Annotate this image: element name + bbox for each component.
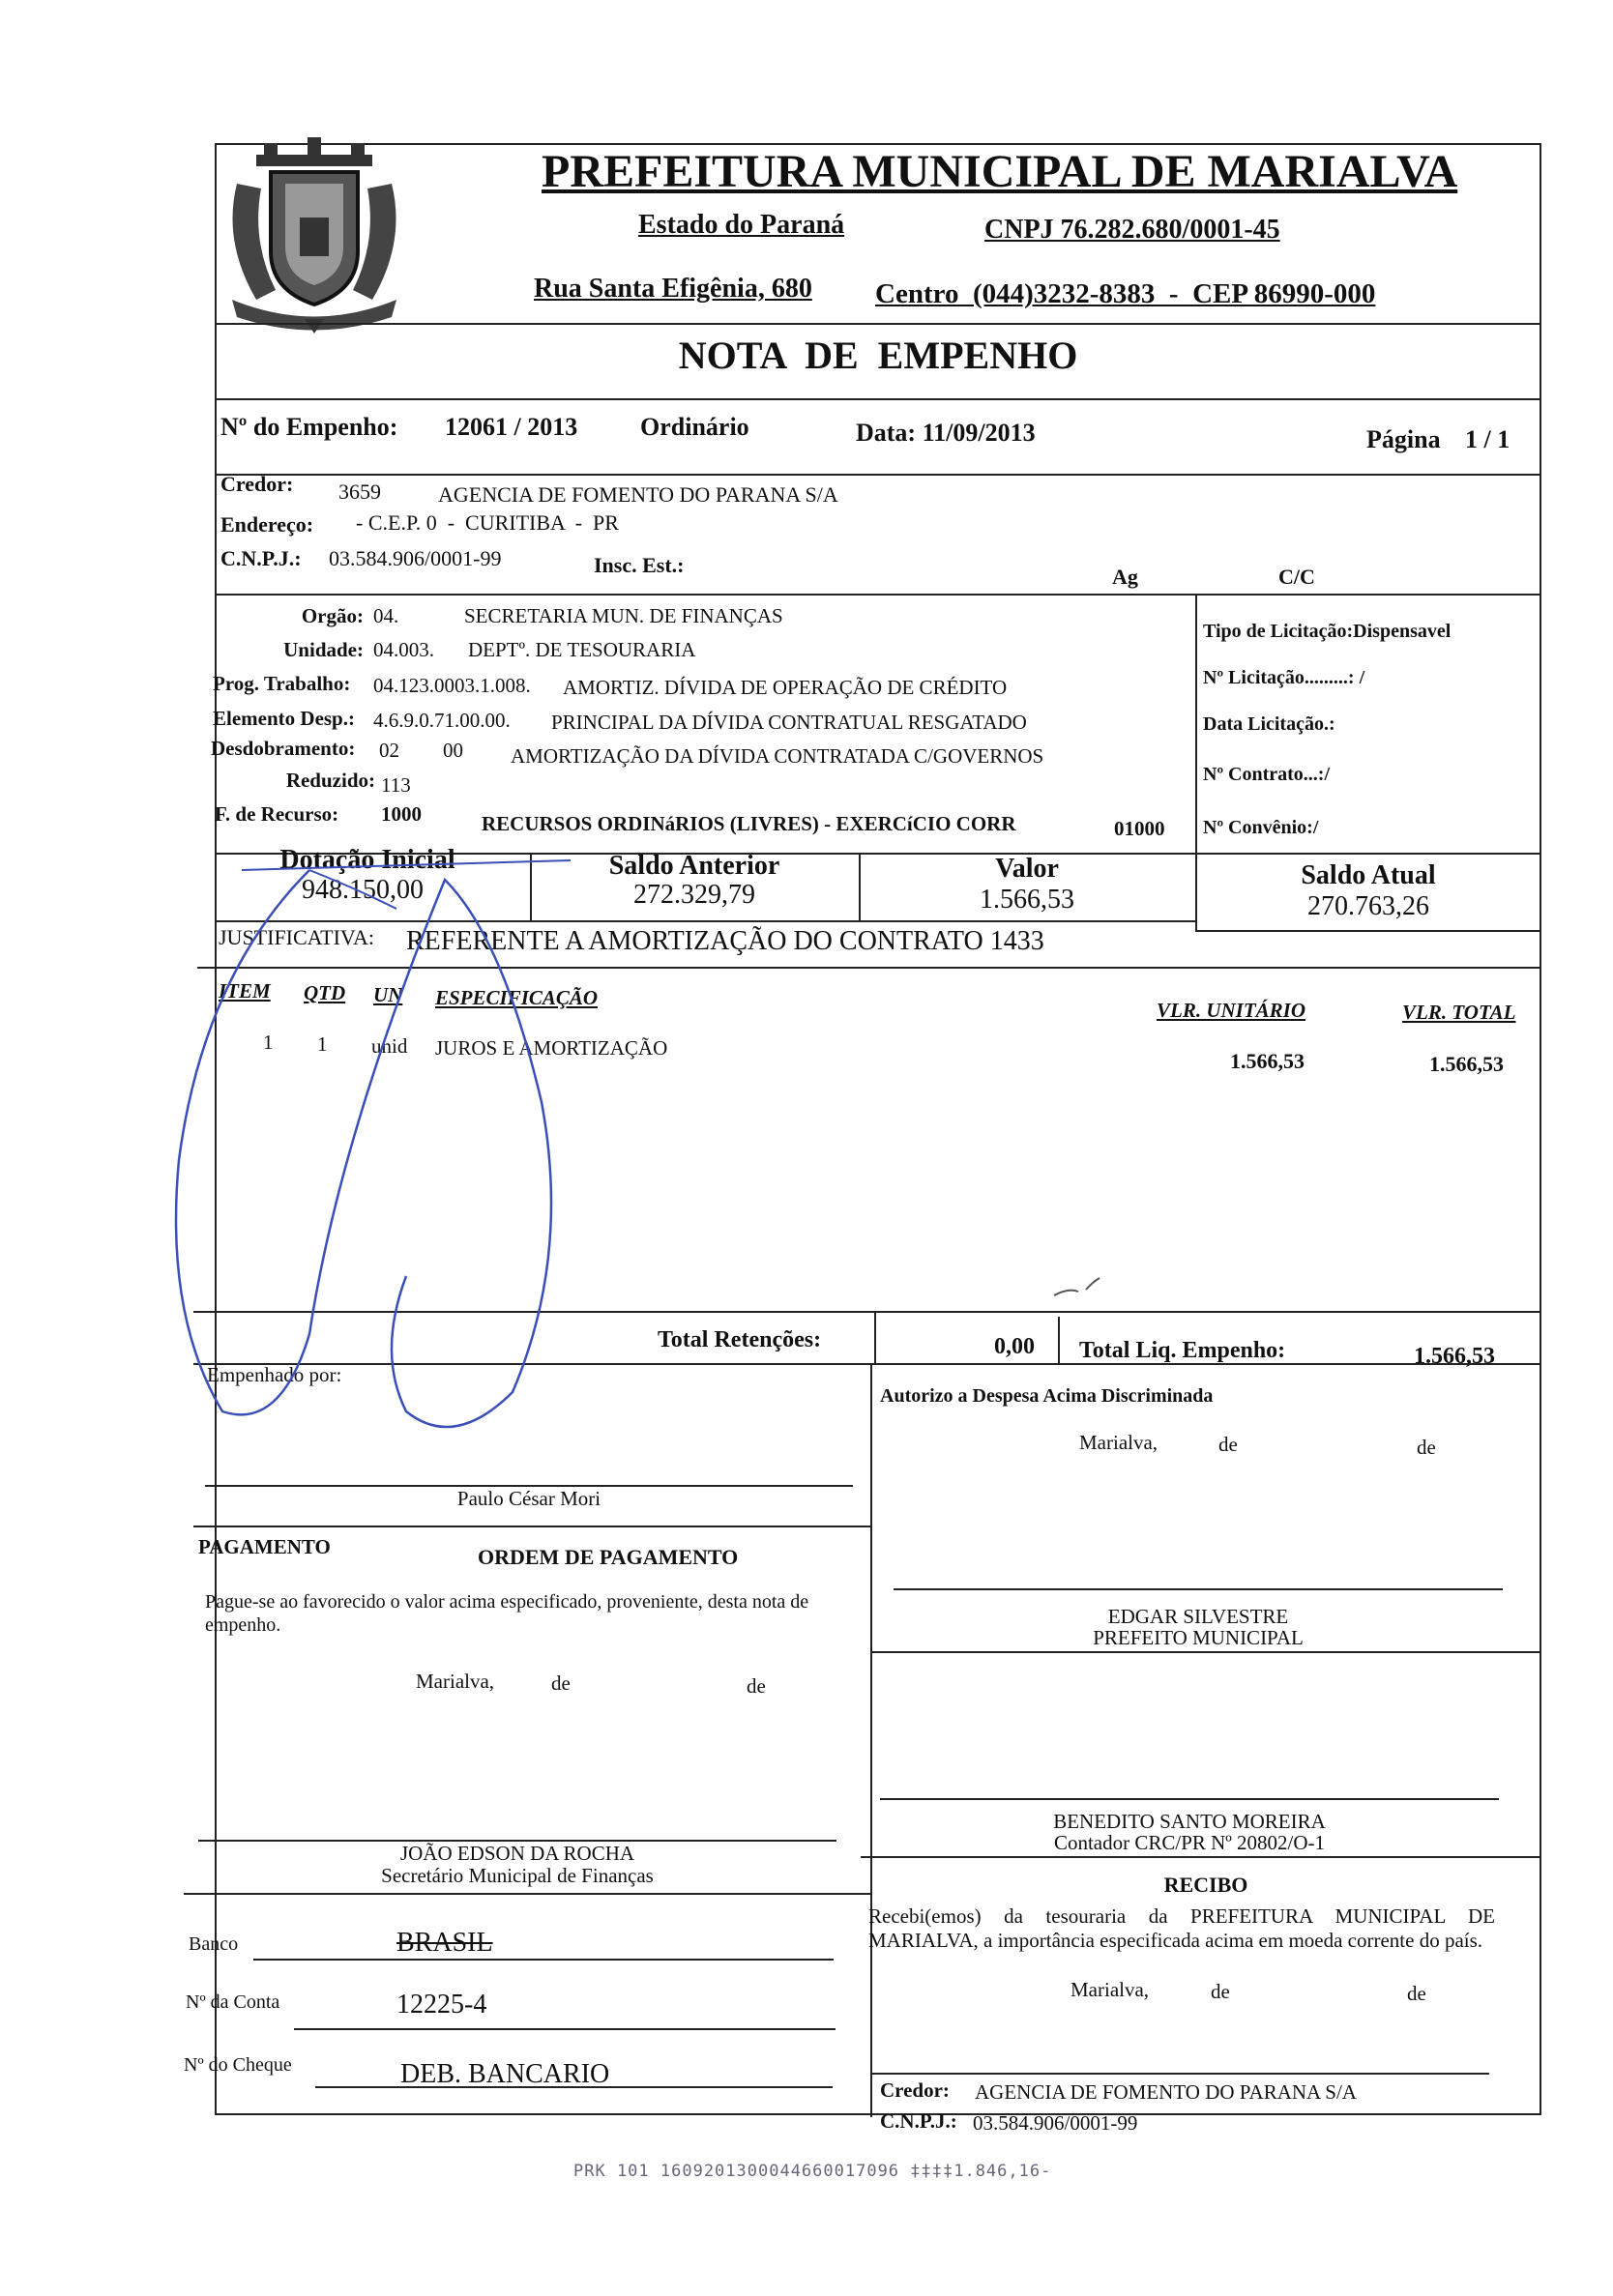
divider bbox=[1195, 930, 1541, 932]
items-header-spec: ESPECIFICAÇÃO bbox=[435, 986, 599, 1009]
saldo-anterior-value: 272.329,79 bbox=[633, 880, 755, 910]
empenho-date: Data: 11/09/2013 bbox=[856, 419, 1036, 447]
item-number: 1 bbox=[263, 1031, 274, 1054]
divider bbox=[870, 1363, 872, 2117]
footer-cnpj-label: C.N.P.J.: bbox=[880, 2109, 957, 2133]
banco-value: BRASIL bbox=[396, 1928, 493, 1958]
empenhado-name: Paulo César Mori bbox=[456, 1487, 601, 1510]
empenho-label: Nº do Empenho: bbox=[220, 413, 398, 441]
divider bbox=[874, 1311, 876, 1363]
page-title: PREFEITURA MUNICIPAL DE MARIALVA bbox=[542, 146, 1458, 197]
prog-value: 04.123.0003.1.008. bbox=[373, 674, 531, 697]
coat-of-arms-icon bbox=[218, 126, 411, 338]
elemento-label: Elemento Desp.: bbox=[213, 707, 355, 730]
signature-line bbox=[880, 1798, 1499, 1800]
endereco-value: - C.E.P. 0 - CURITIBA - PR bbox=[356, 510, 619, 535]
divider bbox=[1058, 1317, 1060, 1363]
recurso-value: 1000 bbox=[381, 802, 422, 826]
conta-label: Nº da Conta bbox=[186, 1991, 280, 2013]
valor-label: Valor bbox=[995, 854, 1059, 884]
prefeito-title: PREFEITO MUNICIPAL bbox=[1093, 1626, 1304, 1649]
retencoes-value: 0,00 bbox=[994, 1334, 1035, 1359]
item-un: unid bbox=[371, 1034, 408, 1058]
recurso-label: F. de Recurso: bbox=[215, 802, 339, 826]
orgao-label: Orgão: bbox=[301, 604, 364, 627]
de-3a: de bbox=[1211, 1980, 1230, 2003]
reduzido-label: Reduzido: bbox=[285, 769, 375, 792]
desdobramento-label: Desdobramento: bbox=[211, 737, 356, 760]
divider bbox=[870, 2073, 1489, 2075]
licitacao-data: Data Licitação.: bbox=[1203, 713, 1335, 735]
recibo-label: RECIBO bbox=[1163, 1873, 1248, 1897]
contact-label: Centro (044)3232-8383 - CEP 86990-000 bbox=[875, 278, 1376, 309]
items-header-unit-value: VLR. UNITÁRIO bbox=[1157, 999, 1306, 1022]
desdobramento-desc: AMORTIZAÇÃO DA DÍVIDA CONTRATADA C/GOVERNOS bbox=[511, 744, 1044, 768]
cheque-label: Nº do Cheque bbox=[184, 2054, 292, 2076]
justificativa-label: JUSTIFICATIVA: bbox=[219, 925, 374, 949]
banco-line bbox=[253, 1959, 834, 1961]
valor-value: 1.566,53 bbox=[980, 885, 1074, 915]
banco-label: Banco bbox=[189, 1933, 239, 1955]
street-label: Rua Santa Efigênia, 680 bbox=[534, 274, 812, 304]
cc-label: C/C bbox=[1278, 565, 1315, 589]
pague-text: Pague-se ao favorecido o valor acima especificado, proveniente, desta nota de empenho. bbox=[205, 1591, 809, 1636]
empenho-type: Ordinário bbox=[640, 413, 749, 441]
footer-credor-name: AGENCIA DE FOMENTO DO PARANA S/A bbox=[975, 2080, 1357, 2104]
credor-name: AGENCIA DE FOMENTO DO PARANA S/A bbox=[438, 482, 838, 507]
ordem-label: ORDEM DE PAGAMENTO bbox=[478, 1545, 739, 1569]
de-2b: de bbox=[747, 1674, 766, 1698]
items-header-item: ITEM bbox=[219, 979, 271, 1003]
divider bbox=[215, 323, 1541, 325]
de-1a: de bbox=[1218, 1433, 1238, 1456]
bank-stamp: PRK 101 1609201300044660017096 ‡‡‡‡1.846,16- bbox=[573, 2162, 1052, 2181]
page-number: 1 / 1 bbox=[1465, 425, 1510, 453]
justificativa-text: REFERENTE A AMORTIZAÇÃO DO CONTRATO 1433 bbox=[406, 926, 1044, 956]
signature-line bbox=[894, 1588, 1503, 1590]
empenho-number: 12061 / 2013 bbox=[445, 413, 578, 441]
secretario-name: JOÃO EDSON DA ROCHA bbox=[399, 1842, 635, 1865]
prog-desc: AMORTIZ. DÍVIDA DE OPERAÇÃO DE CRÉDITO bbox=[563, 676, 1008, 699]
conta-line bbox=[294, 2028, 836, 2030]
unidade-value: 04.003. bbox=[373, 638, 434, 661]
desdobramento-value-2: 00 bbox=[443, 739, 463, 762]
orgao-desc: SECRETARIA MUN. DE FINANÇAS bbox=[464, 604, 783, 627]
reduzido-value: 113 bbox=[381, 773, 411, 797]
ag-label: Ag bbox=[1112, 565, 1138, 589]
desdobramento-value-1: 02 bbox=[379, 739, 399, 762]
dotacao-value: 948.150,00 bbox=[302, 875, 424, 905]
handwritten-signature bbox=[164, 851, 648, 1450]
convenio-number: Nº Convênio:/ bbox=[1203, 817, 1319, 838]
endereco-label: Endereço: bbox=[220, 512, 314, 537]
prefeito-name: EDGAR SILVESTRE bbox=[1107, 1605, 1289, 1628]
item-qtd: 1 bbox=[317, 1032, 328, 1056]
document-title: NOTA DE EMPENHO bbox=[678, 334, 1078, 377]
divider bbox=[215, 594, 1541, 596]
divider bbox=[193, 1526, 870, 1527]
autorizo-label: Autorizo a Despesa Acima Discriminada bbox=[880, 1385, 1214, 1407]
place-2: Marialva, bbox=[416, 1670, 495, 1693]
credor-code: 3659 bbox=[338, 480, 381, 504]
recibo-text: Recebi(emos) da tesouraria da PREFEITURA MUNICIPAL DE MARIALVA, a importância especificada acima em moeda corrente do país. bbox=[868, 1904, 1495, 1952]
footer-cnpj-value: 03.584.906/0001-99 bbox=[973, 2111, 1138, 2135]
conta-value: 12225-4 bbox=[396, 1990, 487, 2020]
footer-credor-label: Credor: bbox=[880, 2078, 950, 2102]
saldo-anterior-label: Saldo Anterior bbox=[608, 851, 780, 881]
recurso-desc: RECURSOS ORDINáRIOS (LIVRES) - EXERCíCIO CORR bbox=[482, 812, 1016, 835]
divider bbox=[870, 1651, 1541, 1653]
divider bbox=[861, 1856, 1541, 1858]
liq-label: Total Liq. Empenho: bbox=[1079, 1338, 1286, 1363]
pagamento-label: PAGAMENTO bbox=[198, 1535, 331, 1558]
items-header-qtd: QTD bbox=[304, 981, 346, 1004]
elemento-desc: PRINCIPAL DA DÍVIDA CONTRATUAL RESGATADO bbox=[551, 711, 1027, 734]
place-1: Marialva, bbox=[1079, 1431, 1158, 1454]
contador-title: Contador CRC/PR Nº 20802/O-1 bbox=[1053, 1831, 1326, 1854]
unidade-desc: DEPTº. DE TESOURARIA bbox=[468, 638, 696, 661]
divider bbox=[184, 1893, 870, 1895]
dotacao-label: Dotação Inicial bbox=[279, 845, 455, 875]
contrato-number: Nº Contrato...:/ bbox=[1203, 764, 1331, 785]
contador-name: BENEDITO SANTO MOREIRA bbox=[1053, 1810, 1326, 1833]
licitacao-tipo: Tipo de Licitação:Dispensavel bbox=[1203, 621, 1452, 642]
place-3: Marialva, bbox=[1070, 1978, 1150, 2001]
items-header-total-value: VLR. TOTAL bbox=[1402, 1001, 1516, 1024]
cnpj-creditor-value: 03.584.906/0001-99 bbox=[329, 546, 502, 570]
secretario-title: Secretário Municipal de Finanças bbox=[381, 1864, 654, 1887]
item-unit-value: 1.566,53 bbox=[1230, 1049, 1305, 1073]
de-2a: de bbox=[551, 1671, 571, 1695]
ink-mark bbox=[1049, 1274, 1107, 1303]
licitacao-numero: Nº Licitação.........: / bbox=[1203, 667, 1365, 688]
item-spec: JUROS E AMORTIZAÇÃO bbox=[435, 1036, 668, 1060]
de-1b: de bbox=[1417, 1436, 1436, 1459]
unidade-label: Unidade: bbox=[283, 638, 364, 661]
recurso-code: 01000 bbox=[1114, 817, 1165, 840]
page-label: Página bbox=[1366, 425, 1441, 453]
retencoes-label: Total Retenções: bbox=[658, 1327, 822, 1352]
insc-label: Insc. Est.: bbox=[594, 553, 685, 577]
liq-value: 1.566,53 bbox=[1414, 1344, 1495, 1369]
divider bbox=[215, 398, 1541, 400]
credor-label: Credor: bbox=[220, 472, 294, 496]
cnpj-label: CNPJ 76.282.680/0001-45 bbox=[984, 215, 1280, 245]
divider bbox=[215, 474, 1541, 476]
de-3b: de bbox=[1407, 1982, 1426, 2005]
elemento-value: 4.6.9.0.71.00.00. bbox=[373, 709, 511, 732]
item-total-value: 1.566,53 bbox=[1429, 1052, 1504, 1076]
saldo-atual-value: 270.763,26 bbox=[1307, 891, 1429, 921]
divider bbox=[1195, 594, 1197, 853]
orgao-value: 04. bbox=[373, 604, 399, 627]
prog-label: Prog. Trabalho: bbox=[213, 672, 351, 695]
cnpj-creditor-label: C.N.P.J.: bbox=[220, 546, 302, 570]
saldo-atual-label: Saldo Atual bbox=[1301, 860, 1436, 890]
state-label: Estado do Paraná bbox=[638, 210, 845, 240]
cheque-value: DEB. BANCARIO bbox=[400, 2059, 610, 2089]
empenhado-label: Empenhado por: bbox=[207, 1363, 342, 1386]
items-header-un: UN bbox=[373, 983, 403, 1006]
